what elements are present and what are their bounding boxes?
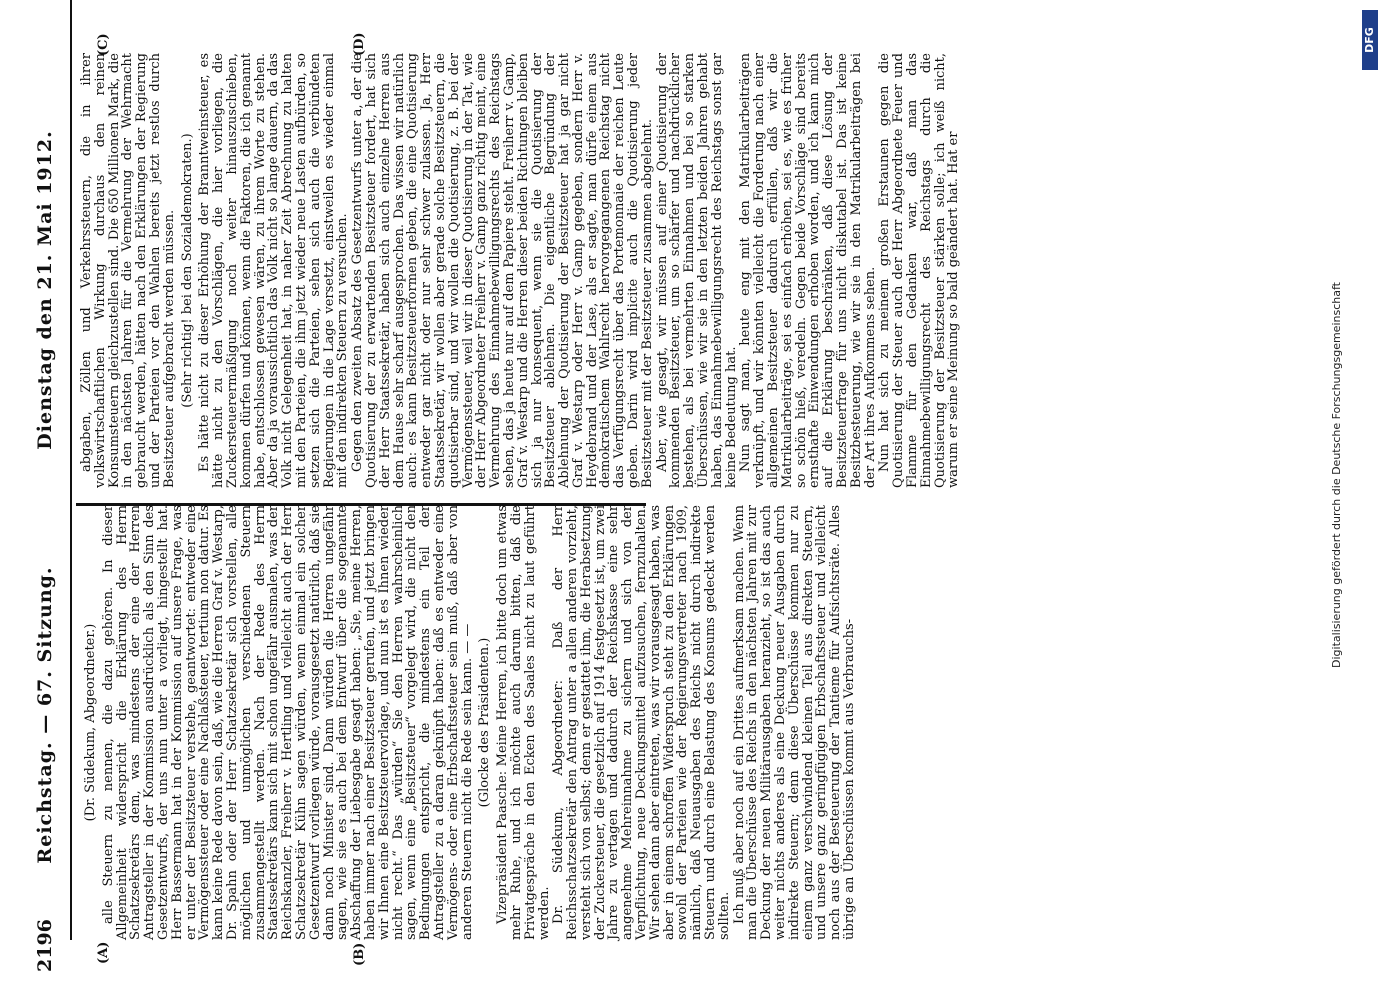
- speaker-reference: (Dr. Südekum, Abgeordneter.): [83, 623, 98, 822]
- column-divider: [76, 503, 646, 506]
- dfg-logo: DFG: [1362, 10, 1378, 70]
- margin-marker-d: (D): [352, 32, 367, 56]
- paragraph: Nun hat sich zu meinem großen Erstaunen gegen die Quotisierung der Steuer auch der Herr Abgeordnete Feuer und Flamme für den Gedanken war, daß man das Einnahmebewilligungsrecht des Reichstags durch die Quotisierung der Besitzsteuer stärken solle; ich weiß nicht, warum er seine Meinung so bald geändert hat. Hat er: [877, 53, 962, 488]
- bell-note: (Glocke des Präsidenten.): [477, 637, 493, 808]
- header-left-title: Reichstag. — 67. Sitzung.: [34, 566, 56, 864]
- paragraph: abgaben, Zöllen und Verkehrssteuern, die in ihrer volkswirtschaftlichen Wirkung durchaus den reinen Konsumsteuern gleichzustellen sind. Die 650 Millionen Mark, die in den nächsten Jahren für die Vermehrung der Wehrmacht gebraucht werden, hätten nach den Erklärungen der Regierung und der Parteien vor den Wahlen bereits jetzt restlos durch Besitzsteuer aufgebracht werden müssen.: [79, 53, 177, 488]
- speaker-paragraph: Dr. Südekum, Abgeordneter: Daß der Herr Reichsschatzsekretär den Antrag unter a allen anderen vorzieht, versteht sich von selbst; denn er gestattet ihm, die Herabsetzung der Zuckersteuer, die gesetzlich auf 1914 festgesetzt ist, um zwei Jahre zu vertagen und dadurch der Reichskasse eine sehr angenehme Mehreinnahme zu sichern und sich von der Verpflichtung, neue Deckungsmittel aufzusuchen, fernzuhalten. Wir sehen dann aber eintreten, was wir vorausgesagt haben, was aber in einem schroffen Widerspruch steht zu den Erklärungen sowohl der Parteien wie der Regierungsvertreter nach 1909, nämlich, daß Neuausgaben des Reichs nicht durch indirekte Steuern und durch eine Belastung des Konsums gedeckt werden sollten.: [551, 505, 732, 940]
- page-number: 2196: [34, 919, 56, 972]
- paragraph: Nun sagt man, heute eng mit den Matrikularbeiträgen verknüpft, und wir könnten vielleicht die Forderung nach einer allgemeinen Besitzsteuer dadurch erfüllen, daß wir die Matrikularbeiträge, sei es einfach erhöhen, sei es, wie es früher so schön hieß, veredeln. Gegen beide Vorschläge sind bereits ernsthafte Einwendungen erhoben worden, und ich kann mich auf die Erklärung beschränken, daß diese Lösung der Besitzsteuerfrage für uns nicht diskutabel ist. Das ist keine Besitzbesteuerung, wie wir sie in den Matrikularbeiträgen bei der Art ihres Aufkommens sehen.: [738, 53, 878, 488]
- page-header: [0, 0, 72, 1000]
- margin-marker-c: (C): [96, 33, 111, 56]
- header-right-title: Dienstag den 21. Mai 1912.: [34, 130, 56, 450]
- paragraph: Es hätte nicht zu dieser Erhöhung der Branntweinsteuer, es hätte nicht zu den Vorschlägen, die hier vorliegen, die Zuckersteuerermäßigung noch weiter hinauszuschieben, kommen dürfen und können, wenn die Faktoren, die ich genannt habe, entschlossen gewesen wären, zu ihrem Worte zu stehen. Aber da ja voraussichtlich das Volk nicht so lange dauern, da das Volk nicht Gelegenheit hat, in naher Zeit Abrechnung zu halten mit den Parteien, die ihm jetzt wieder neue Lasten aufbürden, so setzen sich die Parteien, sehen sich auch die verbündeten Regierungen in die Lage versetzt, einstweilen es wieder einmal mit den indirekten Steuern zu versuchen.: [197, 53, 351, 488]
- paragraph: Ich muß aber noch auf ein Drittes aufmerksam machen. Wenn man die Überschüsse des Reichs in den nächsten Jahren mit zur Deckung der neuen Militärausgaben heranzieht, so ist das auch weiter nichts anderes als eine Deckung neuer Ausgaben durch indirekte Steuern; denn diese Überschüsse kommen nur zu einem ganz verschwindend kleinen Teil aus direkten Steuern, und unsere ganz geringfügigen Erbschaftssteuer und vielleicht noch aus der Besteuerung der Tantieme für Aufsichtsräte. Alles übrige an Überschüssen kommt aus Verbrauchs-: [731, 505, 858, 940]
- paragraph: alle Steuern zu nennen, die dazu gehören. In dieser Allgemeinheit widerspricht die Erklärung des Herrn Schatzsekretärs dem, was mindestens der eine der Herren Antragsteller in der Kommission ausdrücklich als den Sinn des Gesetzentwurfs, der uns nun unter a vorliegt, hingestellt hat. Herr Bassermann hat in der Kommission auf unsere Frage, was er unter der Besitzsteuer verstehe, geantwortet: entweder eine Vermögenssteuer oder eine Nachlaßsteuer, tertium non datur. Es kann keine Rede davon sein, daß, wie die Herren Graf v. Westarp, Dr. Spahn oder der Herr Schatzsekretär sich vorstellen, alle möglichen und unmöglichen verschiedenen Steuern zusammengestellt werden. Nach der Rede des Herrn Staatssekretärs kann sich mit schon ungefähr ausmalen, was der Reichskanzler, Freiherr v. Hertling und vielleicht auch der Herr Schatzsekretär Kühn sagen würden, wenn einmal ein solcher Gesetzentwurf vorliegen würde, vorausgesetzt natürlich, daß sie dann noch Minister sind. Dann würden die Herren ungefähr sagen, wie sie es auch bei dem Entwurf über die sogenannte Abschaffung der Liebesgabe gesagt haben: „Sie, meine Herren, haben immer nach einer Besitzsteuer gerufen, und jetzt bringen wir Ihnen eine Besitzsteuervorlage, und nun ist es Ihnen wieder nicht recht.“ Das „würden“ Sie den Herren wahrscheinlich sagen, wenn eine „Besitzsteuer“ vorgelegt wird, die nicht den Bedingungen entspricht, die mindestens ein Teil der Antragsteller zu a daran geknüpft haben: daß es entweder eine Vermögens- oder eine Erbschaftssteuer sein muß, daß aber von anderen Steuern nicht die Rede sein kann. — —: [100, 505, 475, 940]
- margin-marker-b: (B): [352, 942, 367, 966]
- president-remark: Vizepräsident Paasche: Meine Herren, ich bitte doch um etwas mehr Ruhe, und ich möchte auch darum bitten, daß die Privatgespräche in den Ecken des Saales nicht zu laut geführt werden.: [495, 505, 552, 940]
- header-rule: [70, 0, 72, 940]
- paragraph: Gegen den zweiten Absatz des Gesetzentwurfs unter a, der die Quotisierung der zu erwartenden Besitzsteuer fordert, hat sich der Herr Staatssekretär, haben sich auch einzelne Herren aus dem Hause sehr scharf ausgesprochen. Das wissen wir natürlich auch: es kann Besitzsteuerformen geben, die eine Quotisierung entweder gar nicht oder nur sehr schwer zulassen. Ja, Herr Staatssekretär, wir wollen aber gerade solche Besitzsteuern, die quotisierbar sind, und wir wollen die Quotisierung, z. B. bei der Vermögenssteuer, weil wir in dieser Quotisierung in der Tat, wie der Herr Abgeordneter Freiherr v. Gamp ganz richtig meint, eine Vermehrung des Einnahmebewilligungsrechts des Reichstags sehen, das ja heute nur auf dem Papiere steht. Freiherr v. Gamp, Graf v. Westarp und die Herren dieser beiden Richtungen bleiben sich ja nur konsequent, wenn sie die Quotisierung der Besitzsteuer ablehnen. Die eigentliche Begründung der Ablehnung der Quotisierung der Besitzsteuer hat ja gar nicht Graf v. Westarp oder Herr v. Gamp gegeben, sondern Herr v. Heydebrand und der Lase, als er sagte, man dürfe einem aus demokratischem Wahlrecht hervorgegangenen Reichstag nicht das Verfügungsrecht über das Portemonnaie der reichen Leute geben. Darin wird implicite auch die Quotisierung jeder Besitzsteuer mit der Besitzsteuer zusammen abgelehnt.: [350, 53, 655, 488]
- paragraph: Aber, wie gesagt, wir müssen auf einer Quotisierung der kommenden Besitzsteuer, um so schärfer und nachdrücklicher bestehen, als bei vermehrten Einnahmen und bei so starken Überschüssen, wie wir sie in den letzten beiden Jahren gehabt haben, das Einnahmebewilligungsrecht des Reichstags sonst gar keine Bedeutung hat.: [654, 53, 739, 488]
- digitization-note: Digitalisierung gefördert durch die Deutsche Forschungsgemeinschaft: [1330, 282, 1343, 668]
- margin-marker-a: (A): [96, 941, 111, 964]
- left-text-column: [80, 505, 858, 940]
- right-text-column: [79, 53, 962, 488]
- interjection: (Sehr richtig! bei den Sozialdemokraten.): [179, 133, 195, 408]
